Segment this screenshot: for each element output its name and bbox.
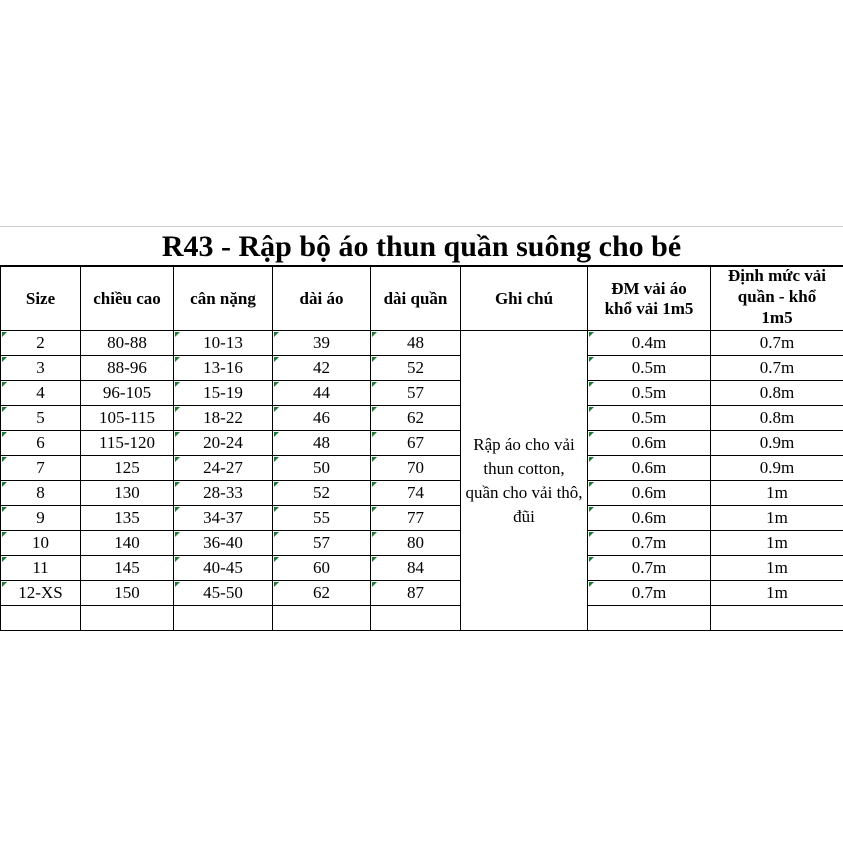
size-table [0, 266, 843, 631]
header-height: chiều cao [81, 267, 174, 331]
header-pants-fabric-line2: quần - khổ [737, 287, 817, 306]
table-row [1, 506, 843, 531]
cell-pants-length: 87 [371, 581, 461, 606]
note-cell: Rập áo cho vải thun cotton, quần cho vải thô, đũi [461, 331, 588, 631]
table-row [1, 481, 843, 506]
cell-height: 130 [81, 481, 174, 506]
cell-weight: 15-19 [174, 381, 273, 406]
cell-pants-fabric: 1m [711, 556, 843, 581]
cell-pants-fabric: 0.9m [711, 431, 843, 456]
cell-pants-length: 67 [371, 431, 461, 456]
cell-pants-fabric: 1m [711, 506, 843, 531]
cell-size: 6 [1, 431, 81, 456]
cell-pants-length: 52 [371, 356, 461, 381]
cell-pants-length: 74 [371, 481, 461, 506]
table-row [1, 431, 843, 456]
cell-height: 145 [81, 556, 174, 581]
blank-cell [1, 606, 81, 631]
cell-weight: 13-16 [174, 356, 273, 381]
header-row [1, 267, 843, 331]
cell-shirt-length: 57 [273, 531, 371, 556]
header-shirt-length: dài áo [273, 267, 371, 331]
cell-shirt-length: 44 [273, 381, 371, 406]
cell-pants-length: 80 [371, 531, 461, 556]
cell-height: 96-105 [81, 381, 174, 406]
table-row [1, 581, 843, 606]
cell-shirt-length: 46 [273, 406, 371, 431]
table-row [1, 331, 843, 356]
cell-shirt-length: 48 [273, 431, 371, 456]
cell-height: 140 [81, 531, 174, 556]
cell-pants-length: 57 [371, 381, 461, 406]
cell-shirt-fabric: 0.6m [588, 431, 711, 456]
cell-pants-length: 84 [371, 556, 461, 581]
header-shirt-fabric-line1: ĐM vải áo [611, 278, 687, 298]
cell-shirt-fabric: 0.6m [588, 506, 711, 531]
table-row [1, 556, 843, 581]
table-row [1, 406, 843, 431]
cell-pants-fabric: 0.9m [711, 456, 843, 481]
blank-cell [81, 606, 174, 631]
cell-pants-fabric: 1m [711, 481, 843, 506]
cell-shirt-length: 60 [273, 556, 371, 581]
cell-weight: 20-24 [174, 431, 273, 456]
cell-size: 5 [1, 406, 81, 431]
cell-weight: 40-45 [174, 556, 273, 581]
cell-pants-fabric: 0.7m [711, 331, 843, 356]
table-row [1, 456, 843, 481]
cell-shirt-length: 52 [273, 481, 371, 506]
blank-cell [174, 606, 273, 631]
header-pants-fabric-line3: 1m5 [761, 308, 793, 327]
cell-shirt-length: 55 [273, 506, 371, 531]
header-size: Size [1, 267, 81, 331]
cell-weight: 36-40 [174, 531, 273, 556]
cell-size: 12-XS [1, 581, 81, 606]
cell-weight: 24-27 [174, 456, 273, 481]
cell-size: 9 [1, 506, 81, 531]
blank-cell [371, 606, 461, 631]
cell-pants-fabric: 1m [711, 531, 843, 556]
cell-shirt-fabric: 0.6m [588, 481, 711, 506]
cell-shirt-fabric: 0.5m [588, 381, 711, 406]
cell-height: 115-120 [81, 431, 174, 456]
cell-shirt-fabric: 0.5m [588, 356, 711, 381]
cell-height: 150 [81, 581, 174, 606]
header-shirt-fabric [588, 267, 711, 331]
blank-cell [588, 606, 711, 631]
sheet-title: R43 - Rập bộ áo thun quần suông cho bé [0, 226, 843, 266]
cell-shirt-length: 50 [273, 456, 371, 481]
cell-shirt-fabric: 0.5m [588, 406, 711, 431]
cell-pants-fabric: 0.7m [711, 356, 843, 381]
cell-shirt-fabric: 0.6m [588, 456, 711, 481]
cell-shirt-fabric: 0.7m [588, 581, 711, 606]
header-pants-fabric [711, 267, 843, 331]
cell-weight: 45-50 [174, 581, 273, 606]
cell-weight: 10-13 [174, 331, 273, 356]
cell-size: 10 [1, 531, 81, 556]
cell-weight: 28-33 [174, 481, 273, 506]
table-row [1, 381, 843, 406]
cell-pants-length: 48 [371, 331, 461, 356]
blank-row [1, 606, 843, 631]
cell-height: 135 [81, 506, 174, 531]
header-pants-length: dài quần [371, 267, 461, 331]
cell-height: 125 [81, 456, 174, 481]
table-row [1, 356, 843, 381]
cell-size: 3 [1, 356, 81, 381]
header-pants-fabric-line1: Định mức vải [727, 266, 827, 285]
blank-cell [711, 606, 843, 631]
cell-height: 88-96 [81, 356, 174, 381]
cell-shirt-fabric: 0.7m [588, 531, 711, 556]
cell-height: 80-88 [81, 331, 174, 356]
cell-weight: 18-22 [174, 406, 273, 431]
size-chart-sheet [0, 226, 843, 631]
cell-weight: 34-37 [174, 506, 273, 531]
cell-size: 7 [1, 456, 81, 481]
cell-shirt-length: 42 [273, 356, 371, 381]
cell-height: 105-115 [81, 406, 174, 431]
header-weight: cân nặng [174, 267, 273, 331]
cell-size: 4 [1, 381, 81, 406]
header-shirt-fabric-line2: khổ vải 1m5 [604, 298, 694, 318]
cell-shirt-length: 39 [273, 331, 371, 356]
cell-pants-fabric: 0.8m [711, 381, 843, 406]
table-row [1, 531, 843, 556]
cell-shirt-fabric: 0.4m [588, 331, 711, 356]
cell-pants-length: 77 [371, 506, 461, 531]
cell-pants-length: 70 [371, 456, 461, 481]
cell-shirt-fabric: 0.7m [588, 556, 711, 581]
header-note: Ghi chú [461, 267, 588, 331]
cell-pants-fabric: 1m [711, 581, 843, 606]
cell-size: 2 [1, 331, 81, 356]
cell-pants-fabric: 0.8m [711, 406, 843, 431]
cell-shirt-length: 62 [273, 581, 371, 606]
cell-size: 11 [1, 556, 81, 581]
cell-size: 8 [1, 481, 81, 506]
blank-cell [273, 606, 371, 631]
cell-pants-length: 62 [371, 406, 461, 431]
